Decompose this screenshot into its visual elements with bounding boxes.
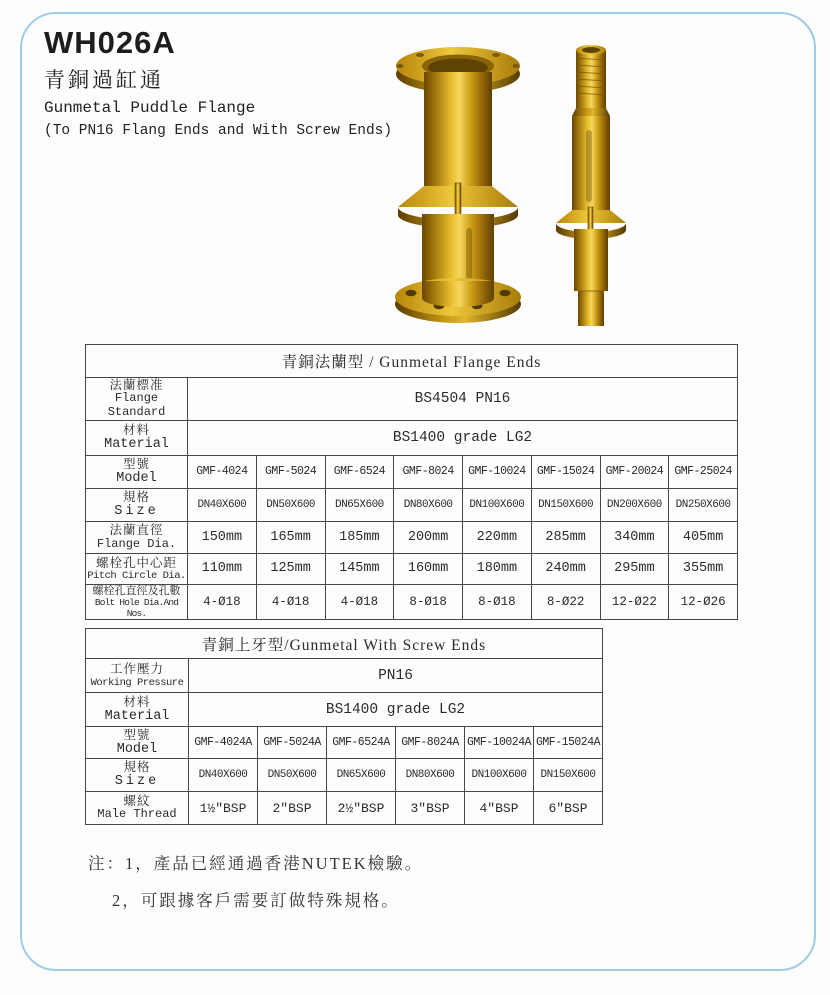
row-label-flange-standard (86, 378, 188, 421)
model-cell: GMF-5024 (256, 455, 325, 488)
thread-cell: 4″BSP (465, 792, 534, 825)
flange-ends-table (85, 344, 738, 620)
flange-dia-cell: 150mm (188, 521, 257, 553)
size-cell: DN150X600 (531, 488, 600, 521)
pitch-circle-cell: 240mm (531, 553, 600, 584)
size-cell: DN65X600 (325, 488, 394, 521)
size2-cell: DN100X600 (465, 759, 534, 792)
label-en: Size (114, 774, 160, 790)
label-zh: 規格 (122, 490, 150, 505)
label-zh: 型號 (123, 727, 151, 742)
pitch-circle-cell: 295mm (600, 553, 669, 584)
size-cell: DN100X600 (463, 488, 532, 521)
label-en: Pitch Circle Dia. (87, 570, 186, 583)
size-cell: DN250X600 (669, 488, 738, 521)
page-header (44, 26, 392, 139)
label-en: Material (104, 437, 169, 453)
label-zh: 法蘭直徑 (109, 523, 164, 538)
product-code: WH026A (44, 25, 176, 60)
material-value: BS1400 grade LG2 (188, 420, 738, 455)
model-cell: GMF-8024 (394, 455, 463, 488)
thread-cell: 6″BSP (534, 792, 603, 825)
bolt-hole-cell: 4-Ø18 (256, 584, 325, 619)
label-zh: 螺紋 (123, 793, 151, 808)
label-en: Material (104, 708, 170, 724)
screw-ends-table (85, 628, 603, 825)
working-pressure-value: PN16 (189, 659, 603, 693)
label-zh: 規格 (123, 760, 151, 775)
flange-dia-cell: 285mm (531, 521, 600, 553)
label-zh: 法蘭標准 (109, 378, 164, 392)
label-en: Model (116, 471, 157, 487)
flange-dia-cell: 165mm (256, 521, 325, 553)
model2-cell: GMF-4024A (189, 727, 258, 759)
pitch-circle-cell: 125mm (256, 553, 325, 584)
flange-dia-cell: 340mm (600, 521, 669, 553)
flange-dia-cell: 185mm (325, 521, 394, 553)
row-label-model (86, 455, 188, 488)
size-cell: DN50X600 (256, 488, 325, 521)
row-label-size (86, 488, 188, 521)
size2-cell: DN150X600 (534, 759, 603, 792)
row-label-bolt-hole (86, 584, 188, 619)
size-cell: DN80X600 (394, 488, 463, 521)
label-zh: 工作壓力 (109, 662, 164, 677)
row-label-size2 (86, 759, 189, 792)
label-zh: 型號 (122, 457, 150, 472)
screw-ends-product-image (556, 45, 626, 326)
label-zh: 螺栓孔直徑及孔數 (92, 584, 181, 597)
row-label-material (86, 420, 188, 455)
flange-dia-cell: 405mm (669, 521, 738, 553)
size-cell: DN40X600 (188, 488, 257, 521)
bolt-hole-cell: 8-Ø18 (394, 584, 463, 619)
screw-table-title: 青銅上牙型/Gunmetal With Screw Ends (86, 629, 603, 659)
product-photo-illustration (380, 36, 662, 326)
note-line-1: 注：1，產品已經通過香港NUTEK檢驗。 (88, 854, 424, 873)
label-en: Flange Dia. (96, 536, 177, 551)
note-line-2: 2，可跟據客戶需要訂做特殊規格。 (112, 891, 400, 910)
model-cell: GMF-25024 (669, 455, 738, 488)
bolt-hole-cell: 4-Ø18 (188, 584, 257, 619)
thread-cell: 3″BSP (396, 792, 465, 825)
model2-cell: GMF-15024A (534, 727, 603, 759)
size2-cell: DN65X600 (327, 759, 396, 792)
size2-cell: DN40X600 (189, 759, 258, 792)
label-zh: 材料 (123, 694, 151, 709)
label-en: Male Thread (97, 807, 177, 822)
bolt-hole-cell: 12-Ø26 (669, 584, 738, 619)
row-label-pitch-circle-dia (86, 553, 188, 584)
material2-value: BS1400 grade LG2 (189, 693, 603, 727)
footnotes (88, 850, 423, 911)
model-cell: GMF-20024 (600, 455, 669, 488)
pitch-circle-cell: 145mm (325, 553, 394, 584)
label-zh: 螺栓孔中心距 (95, 555, 177, 570)
model-cell: GMF-10024 (463, 455, 532, 488)
size2-cell: DN50X600 (258, 759, 327, 792)
product-photos (380, 36, 662, 326)
pitch-circle-cell: 160mm (394, 553, 463, 584)
thread-cell: 1½″BSP (189, 792, 258, 825)
bolt-hole-cell: 8-Ø18 (463, 584, 532, 619)
bolt-hole-cell: 4-Ø18 (325, 584, 394, 619)
model-cell: GMF-4024 (188, 455, 257, 488)
flange-dia-cell: 200mm (394, 521, 463, 553)
pitch-circle-cell: 355mm (669, 553, 738, 584)
row-label-flange-dia (86, 521, 188, 553)
model2-cell: GMF-5024A (258, 727, 327, 759)
size-cell: DN200X600 (600, 488, 669, 521)
label-en: Working Pressure (90, 676, 184, 689)
pitch-circle-cell: 180mm (463, 553, 532, 584)
model-cell: GMF-15024 (531, 455, 600, 488)
model-cell: GMF-6524 (325, 455, 394, 488)
product-title-zh: 青銅過缸通 (44, 68, 164, 93)
flange-table-title: 青銅法蘭型 / Gunmetal Flange Ends (86, 345, 738, 378)
product-subtitle: (To PN16 Flang Ends and With Screw Ends) (44, 123, 393, 140)
thread-cell: 2½″BSP (327, 792, 396, 825)
size2-cell: DN80X600 (396, 759, 465, 792)
bolt-hole-cell: 12-Ø22 (600, 584, 669, 619)
flange-ends-product-image (395, 47, 521, 323)
flange-standard-value: BS4504 PN16 (188, 378, 738, 421)
label-en: Model (116, 741, 158, 757)
row-label-material2 (86, 693, 189, 727)
flange-dia-cell: 220mm (463, 521, 532, 553)
model2-cell: GMF-6524A (327, 727, 396, 759)
label-en: Size (114, 504, 159, 520)
pitch-circle-cell: 110mm (188, 553, 257, 584)
product-title-en: Gunmetal Puddle Flange (44, 99, 256, 118)
bolt-hole-cell: 8-Ø22 (531, 584, 600, 619)
label-en: Flange Standard (107, 391, 166, 420)
row-label-model2 (86, 727, 189, 759)
row-label-male-thread (86, 792, 189, 825)
row-label-working-pressure (86, 659, 189, 693)
label-zh: 材料 (122, 423, 150, 438)
model2-cell: GMF-10024A (465, 727, 534, 759)
model2-cell: GMF-8024A (396, 727, 465, 759)
label-en: Bolt Hole Dia.And Nos. (94, 596, 179, 619)
thread-cell: 2″BSP (258, 792, 327, 825)
